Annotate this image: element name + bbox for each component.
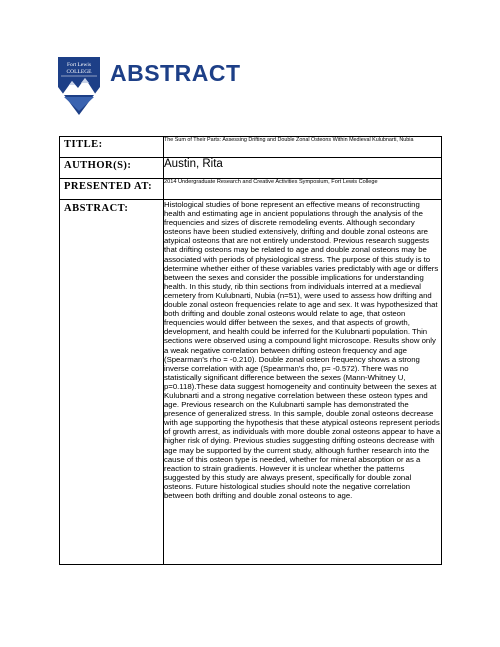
presented-label: PRESENTED AT: — [60, 179, 164, 200]
logo-shield-icon — [58, 57, 100, 115]
logo-text-line2: COLLEGE — [66, 69, 92, 75]
title-row — [60, 137, 442, 158]
fort-lewis-college-logo — [58, 57, 100, 115]
author-row — [60, 158, 442, 179]
title-label: TITLE: — [60, 137, 164, 158]
abstract-row — [60, 200, 442, 565]
logo-text-line1: Fort Lewis — [67, 62, 91, 68]
author-value: Austin, Rita — [164, 158, 442, 179]
abstract-body: Histological studies of bone represent an effective means of reconstructing health and estimating age in ancient populations through the analysis of the frequencies and sizes of discrete remodeling events. Although secondary osteons have been studied extensively, drifting and double zonal osteons are atypical osteons that are not entirely understood. Previous research suggests that drifting osteons may be related to age and double zonal osteons may be associated with periods of physiological stress. The purpose of this study is to determine whether either of these variables varies predictably with age or differs between the sexes and consider the possible implications for understanding health. In this study, rib thin sections from individuals interred at a medieval cemetery from Kulubnarti, Nubia (n=51), were used to assess how drifting and double zonal osteon frequencies relate to age and sex. It was hypothesized that both drifting and double zonal osteons would relate to age, that osteon frequencies would differ between the sexes, and that aspects of growth, development, and health could be inferred for the Kulubnarti population. Thin sections were observed using a compound light microscope. Results show only a weak negative correlation between drifting osteon frequency and age (Spearman's rho = -0.210). Double zonal osteon frequency shows a strong inverse correlation with age (Spearman's rho, p= -0.572). There was no statistically significant difference between the sexes (Mann-Whitney U, p=0.118).These data suggest homogeneity and continuity between the sexes at Kulubnarti and a strong negative correlation between these osteon types and age. Previous research on the Kulubnarti sample has demonstrated the presence of generalized stress. In this sample, double zonal osteons decrease with age supporting the hypothesis that these atypical osteons represent periods of growth arrest, as individuals with more double zonal osteons appear to have a higher risk of dying. Previous studies suggesting drifting osteons decrease with age may be supported by the current study, although further research into the cause of this osteon type is needed, whether for mineral absorption or as a reaction to strain gradients. However it is unclear whether the patterns suggested by this study are always present, specifically for double zonal osteons. Future histological studies should note the negative correlation between both drifting and double zonal osteons to age. — [164, 200, 442, 565]
presented-row — [60, 179, 442, 200]
title-value: The Sum of Their Parts: Assessing Drifting and Double Zonal Osteons Within Medieval Kulubnarti, Nubia — [164, 137, 442, 158]
page-heading: ABSTRACT — [110, 60, 241, 86]
author-label: AUTHOR(S): — [60, 158, 164, 179]
abstract-info-table — [59, 136, 442, 565]
abstract-label: ABSTRACT: — [60, 200, 164, 565]
presented-value: 2014 Undergraduate Research and Creative Activities Symposium, Fort Lewis College — [164, 179, 442, 200]
